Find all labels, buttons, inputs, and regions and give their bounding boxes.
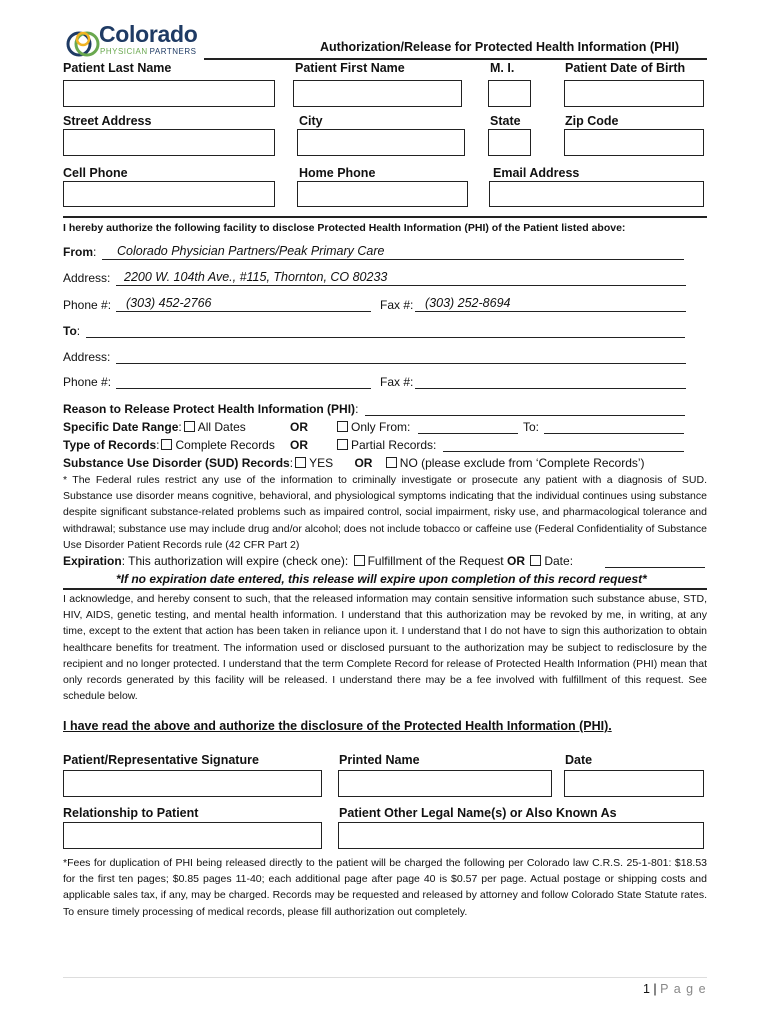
email-label: Email Address: [493, 166, 580, 180]
to-date-label: To:: [523, 420, 540, 434]
date-label: Date: [565, 753, 593, 767]
all-dates-checkbox[interactable]: [184, 421, 195, 432]
last-name-field[interactable]: [63, 80, 275, 107]
aka-label: Patient Other Legal Name(s) or Also Known As: [339, 806, 617, 820]
footer-rule: [63, 977, 707, 978]
address-label: Address:: [63, 271, 111, 285]
fax-value: (303) 252-8694: [425, 296, 511, 310]
to-phone-field[interactable]: [116, 372, 371, 389]
or-1: OR: [290, 420, 308, 434]
signature-field[interactable]: [63, 770, 322, 797]
page-number: 1 | P a g e: [643, 982, 707, 996]
state-label: State: [490, 114, 521, 128]
expiration-row: Expiration: This authorization will expire (check one): Fulfillment of the Request OR Date:: [63, 554, 574, 568]
partial-records-row: Partial Records:: [335, 438, 436, 452]
from-field[interactable]: [102, 242, 684, 260]
state-field[interactable]: [488, 129, 531, 156]
only-from-checkbox[interactable]: [337, 421, 348, 432]
federal-note: * The Federal rules restrict any use of the information to criminally investigate or prosecute any patient with a diagnosis of SUD. Substance use disorder means cognitive, behavioral, and physiological symptoms indicating that the individual continues using substance despite significant substance-related problems such as impaired control, social impairment, risky use, and pharmacological tolerance and withdrawal; substance use may include drug and/or alcohol; does not include tobacco or caffeine use (Federal Confidentiality of Substance Use Disorder Patient Records rule (42 CFR Part 2): [63, 474, 707, 551]
sud-no-checkbox[interactable]: [386, 457, 397, 468]
sud-yes-checkbox[interactable]: [295, 457, 306, 468]
dob-label: Patient Date of Birth: [565, 61, 686, 75]
complete-records-checkbox[interactable]: [161, 439, 172, 450]
relationship-field[interactable]: [63, 822, 322, 849]
reason-field[interactable]: [365, 399, 685, 416]
sud-row: Substance Use Disorder (SUD) Records: YES OR NO (please exclude from ‘Complete Records’): [63, 456, 645, 470]
expiration-note: *If no expiration date entered, this release will expire upon completion of this record request*: [116, 572, 647, 586]
home-label: Home Phone: [299, 166, 376, 180]
city-label: City: [299, 114, 323, 128]
city-field[interactable]: [297, 129, 465, 156]
section-rule-1: [63, 216, 707, 218]
to-row: To:: [63, 324, 81, 338]
section-rule-2: [63, 588, 707, 590]
exp-date-checkbox[interactable]: [530, 555, 541, 566]
to-field[interactable]: [86, 321, 685, 338]
phone-field[interactable]: [116, 294, 371, 312]
street-label: Street Address: [63, 114, 152, 128]
or-2: OR: [290, 438, 308, 452]
address-field[interactable]: [116, 268, 686, 286]
title-rule: [204, 58, 707, 60]
only-from-field[interactable]: [418, 417, 518, 434]
from-value: Colorado Physician Partners/Peak Primary Care: [117, 244, 385, 258]
to-fax-field[interactable]: [415, 372, 686, 389]
to-address-field[interactable]: [116, 347, 686, 364]
from-row: From:: [63, 245, 97, 259]
cell-label: Cell Phone: [63, 166, 128, 180]
dob-field[interactable]: [564, 80, 704, 107]
logo-subtitle: PHYSICIAN PARTNERS: [100, 47, 197, 56]
to-address-label: Address:: [63, 350, 111, 364]
records-row: Type of Records: Complete Records: [63, 438, 275, 452]
printed-name-label: Printed Name: [339, 753, 420, 767]
relationship-label: Relationship to Patient: [63, 806, 199, 820]
home-field[interactable]: [297, 181, 468, 207]
cell-field[interactable]: [63, 181, 275, 207]
last-name-label: Patient Last Name: [63, 61, 172, 75]
date-range-row: Specific Date Range: All Dates: [63, 420, 246, 434]
to-phone-label: Phone #:: [63, 375, 112, 389]
logo: [66, 21, 206, 60]
page-title: Authorization/Release for Protected Health Information (PHI): [320, 40, 680, 54]
first-name-field[interactable]: [293, 80, 462, 107]
address-value: 2200 W. 104th Ave., #115, Thornton, CO 80233: [124, 270, 388, 284]
first-name-label: Patient First Name: [295, 61, 405, 75]
signature-label: Patient/Representative Signature: [63, 753, 259, 767]
date-field[interactable]: [564, 770, 704, 797]
zip-field[interactable]: [564, 129, 704, 156]
street-field[interactable]: [63, 129, 275, 156]
printed-name-field[interactable]: [338, 770, 552, 797]
to-fax-label: Fax #:: [380, 375, 414, 389]
partial-records-field[interactable]: [443, 435, 684, 452]
to-date-field[interactable]: [544, 417, 684, 434]
fax-field[interactable]: [415, 294, 686, 312]
acknowledge-text: I acknowledge, and hereby consent to such, that the released information may contain sensitive information such substance abuse, STD, HIV, AIDS, genetic testing, and mental health information. I understand that this authorization may be revoked by me, in writing, at any time, except to the extent that action has been taken in reliance upon it. I understand that I do not have to sign this authorization to obtain healthcare benefits for treatment. The information used or disclosed pursuant to the authorization may be subject to redisclosure by the recipient and no longer protected. I understand that the term Complete Record for release of Protected Health Information (PHI) mean that only records generated by this facility will be released. I understand there may be a fee involved with fulfillment of this request. See schedule below.: [63, 593, 707, 703]
exp-date-field[interactable]: [605, 551, 705, 568]
mi-label: M. I.: [490, 61, 515, 75]
mi-field[interactable]: [488, 80, 531, 107]
zip-label: Zip Code: [565, 114, 619, 128]
fulfillment-checkbox[interactable]: [354, 555, 365, 566]
read-statement: I have read the above and authorize the disclosure of the Protected Health Information (PHI).: [63, 719, 612, 733]
phone-label: Phone #:: [63, 298, 112, 312]
only-from-row: Only From:: [335, 420, 410, 434]
logo-mark-icon: [66, 28, 100, 58]
aka-field[interactable]: [338, 822, 704, 849]
reason-row: Reason to Release Protect Health Information (PHI):: [63, 402, 359, 416]
fax-label: Fax #:: [380, 298, 414, 312]
phone-value: (303) 452-2766: [126, 296, 212, 310]
fees-note: *Fees for duplication of PHI being released directly to the patient will be charged the following per Colorado law C.R.S. 25-1-801: $18.53 for the first ten pages; $0.85 pages 11-40; each additional page after page 40 is $0.57 per page. Actual postage or shipping costs and applicable sales tax, if any, may be charged. Records may be requested and released by attorney and follow Colorado State Statute rates. To ensure timely processing of medical records, please fill authorization out completely.: [63, 857, 707, 918]
email-field[interactable]: [489, 181, 704, 207]
logo-name: Colorado: [99, 21, 198, 47]
authorize-statement: I hereby authorize the following facility to disclose Protected Health Information (PHI) of the Patient listed above:: [63, 222, 626, 234]
partial-records-checkbox[interactable]: [337, 439, 348, 450]
